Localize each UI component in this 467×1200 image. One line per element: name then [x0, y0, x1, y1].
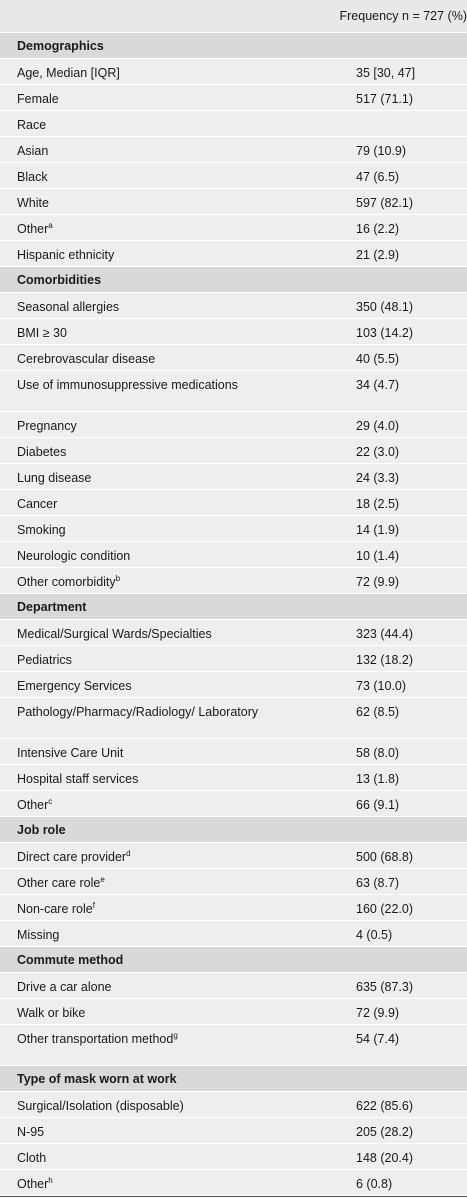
table-row	[0, 869, 467, 895]
row-value: 58 (8.0)	[356, 746, 400, 760]
row-label	[0, 739, 305, 761]
row-label	[0, 869, 305, 891]
row-label	[0, 464, 305, 486]
row-label	[0, 921, 305, 943]
row-label-text: Use of immunosuppressive medications	[17, 378, 238, 392]
table-row	[0, 111, 467, 137]
row-value: 18 (2.5)	[356, 497, 400, 511]
row-label-text: Age, Median [IQR]	[17, 66, 120, 80]
row-label-text: Non-care role	[17, 902, 93, 916]
row-label-text: Commute method	[17, 952, 124, 967]
row-label	[0, 672, 305, 694]
row-label	[0, 241, 305, 263]
table-row	[0, 1144, 467, 1170]
footnote-marker: e	[100, 874, 105, 884]
row-label-text: Job role	[17, 822, 66, 837]
table-row	[0, 293, 467, 319]
footnote-marker: h	[48, 1175, 53, 1185]
table-row	[0, 698, 467, 739]
table-row	[0, 672, 467, 698]
row-label-text: Seasonal allergies	[17, 300, 120, 314]
table-row	[0, 568, 467, 594]
row-label-text: Cancer	[17, 497, 58, 511]
section-label	[0, 272, 305, 288]
footnote-marker: g	[173, 1030, 178, 1040]
row-value: 500 (68.8)	[356, 850, 413, 864]
table-header-row	[0, 0, 467, 33]
row-label	[0, 215, 305, 237]
row-label-text: Type of mask worn at work	[17, 1071, 177, 1086]
row-value: 73 (10.0)	[356, 679, 407, 693]
row-label	[0, 85, 305, 107]
row-value: 21 (2.9)	[356, 248, 400, 262]
row-label	[0, 490, 305, 512]
footnote-marker: c	[48, 796, 53, 806]
row-label	[0, 620, 305, 642]
row-label-text: Other	[17, 222, 49, 236]
table-row	[0, 542, 467, 568]
row-label-text: Direct care provider	[17, 850, 127, 864]
table-row	[0, 241, 467, 267]
row-label	[0, 1092, 305, 1114]
row-value: 29 (4.0)	[356, 419, 400, 433]
row-label	[0, 698, 305, 720]
row-label-text: Diabetes	[17, 445, 67, 459]
footnote-marker: d	[126, 848, 131, 858]
table-row	[0, 516, 467, 542]
table-row	[0, 843, 467, 869]
row-value: 635 (87.3)	[356, 980, 413, 994]
row-label	[0, 319, 305, 341]
row-value	[305, 1076, 467, 1082]
table-row	[0, 895, 467, 921]
row-label-text: Department	[17, 599, 87, 614]
row-label	[0, 293, 305, 315]
row-value	[305, 827, 467, 833]
section-header-row	[0, 947, 467, 973]
header-label-cell	[0, 13, 289, 19]
row-value: 66 (9.1)	[356, 798, 400, 812]
row-value: 40 (5.5)	[356, 352, 400, 366]
table-row	[0, 371, 467, 412]
table-row	[0, 345, 467, 371]
table-row	[0, 620, 467, 646]
row-value: 350 (48.1)	[356, 300, 413, 314]
row-label-text: Smoking	[17, 523, 66, 537]
row-label	[0, 999, 305, 1021]
row-label-text: BMI ≥ 30	[17, 326, 67, 340]
row-value: 323 (44.4)	[356, 627, 413, 641]
row-value: 14 (1.9)	[356, 523, 400, 537]
row-value: 16 (2.2)	[356, 222, 400, 236]
section-header-row	[0, 33, 467, 59]
row-label-text: Hispanic ethnicity	[17, 248, 115, 262]
table-row	[0, 215, 467, 241]
row-value: 517 (71.1)	[356, 92, 413, 106]
table-row	[0, 85, 467, 111]
footnote-marker: f	[92, 900, 95, 910]
row-label	[0, 843, 305, 865]
row-label-text: Hospital staff services	[17, 772, 139, 786]
section-header-row	[0, 594, 467, 620]
row-label-text: Comorbidities	[17, 272, 102, 287]
table-row	[0, 59, 467, 85]
section-header-row	[0, 267, 467, 293]
row-label	[0, 137, 305, 159]
row-value: 72 (9.9)	[356, 1006, 400, 1020]
row-value: 24 (3.3)	[356, 471, 400, 485]
row-label	[0, 1025, 305, 1047]
row-value: 34 (4.7)	[356, 378, 400, 392]
row-value	[305, 957, 467, 963]
section-label	[0, 952, 305, 968]
row-value: 132 (18.2)	[356, 653, 413, 667]
table-row	[0, 1025, 467, 1066]
row-label-text: Other transportation method	[17, 1032, 174, 1046]
row-label	[0, 371, 305, 393]
table-row	[0, 999, 467, 1025]
section-label	[0, 599, 305, 615]
row-label	[0, 1170, 305, 1192]
table-row	[0, 412, 467, 438]
row-label	[0, 791, 305, 813]
table-row	[0, 189, 467, 215]
header-frequency-cell: Frequency n = 727 (%)	[339, 9, 467, 23]
row-value: 205 (28.2)	[356, 1125, 413, 1139]
row-label	[0, 765, 305, 787]
row-label-text: Pathology/Pharmacy/Radiology/ Laboratory	[17, 705, 259, 719]
row-label	[0, 189, 305, 211]
row-value: 72 (9.9)	[356, 575, 400, 589]
row-value	[305, 277, 467, 283]
row-value: 35 [30, 47]	[356, 66, 416, 80]
row-label-text: Walk or bike	[17, 1006, 86, 1020]
row-label-text: Surgical/Isolation (disposable)	[17, 1099, 184, 1113]
row-value: 13 (1.8)	[356, 772, 400, 786]
row-value: 622 (85.6)	[356, 1099, 413, 1113]
table-row	[0, 1170, 467, 1196]
row-value: 62 (8.5)	[356, 705, 400, 719]
table-row	[0, 137, 467, 163]
section-label	[0, 1071, 305, 1087]
row-label	[0, 973, 305, 995]
table-bottom-rule	[0, 1196, 467, 1197]
row-label-text: Female	[17, 92, 59, 106]
row-label	[0, 516, 305, 538]
row-label-text: Demographics	[17, 38, 104, 53]
table-row	[0, 1092, 467, 1118]
row-label	[0, 568, 305, 590]
row-label	[0, 59, 305, 81]
table-body	[0, 33, 467, 1196]
row-label-text: Medical/Surgical Wards/Specialties	[17, 627, 212, 641]
row-label-text: Neurologic condition	[17, 549, 131, 563]
section-header-row	[0, 1066, 467, 1092]
row-label	[0, 163, 305, 185]
footnote-marker: b	[115, 573, 121, 583]
row-label	[0, 412, 305, 434]
row-label-text: Black	[17, 170, 48, 184]
section-label	[0, 822, 305, 838]
section-header-row	[0, 817, 467, 843]
row-value: 63 (8.7)	[356, 876, 400, 890]
row-value: 47 (6.5)	[356, 170, 400, 184]
row-label-text: Lung disease	[17, 471, 92, 485]
row-label	[0, 345, 305, 367]
row-value: 22 (3.0)	[356, 445, 400, 459]
table-row	[0, 973, 467, 999]
table-row	[0, 921, 467, 947]
row-label-text: Other care role	[17, 876, 101, 890]
row-value: 54 (7.4)	[356, 1032, 400, 1046]
row-value: 10 (1.4)	[356, 549, 400, 563]
table-row	[0, 319, 467, 345]
row-label	[0, 542, 305, 564]
row-value: 103 (14.2)	[356, 326, 413, 340]
row-label	[0, 1144, 305, 1166]
row-label-text: Other comorbidity	[17, 575, 116, 589]
table-row	[0, 739, 467, 765]
row-label	[0, 111, 305, 133]
row-label-text: Drive a car alone	[17, 980, 112, 994]
section-label	[0, 38, 305, 54]
row-label-text: Cloth	[17, 1151, 47, 1165]
row-value	[305, 604, 467, 610]
row-label-text: Race	[17, 118, 47, 132]
row-label-text: Pregnancy	[17, 419, 77, 433]
row-label-text: Asian	[17, 144, 49, 158]
row-label	[0, 646, 305, 668]
row-value: 4 (0.5)	[356, 928, 393, 942]
row-label	[0, 438, 305, 460]
table-row	[0, 490, 467, 516]
row-value: 6 (0.8)	[356, 1177, 393, 1191]
row-value	[305, 111, 467, 117]
row-label-text: Missing	[17, 928, 60, 942]
row-value: 160 (22.0)	[356, 902, 413, 916]
row-label-text: N-95	[17, 1125, 45, 1139]
table-row	[0, 791, 467, 817]
row-label-text: Cerebrovascular disease	[17, 352, 156, 366]
table-row	[0, 438, 467, 464]
row-label-text: Other	[17, 798, 49, 812]
table-row	[0, 464, 467, 490]
row-label-text: Other	[17, 1177, 49, 1191]
row-label-text: Pediatrics	[17, 653, 72, 667]
row-value: 597 (82.1)	[356, 196, 413, 210]
row-label	[0, 895, 305, 917]
table-row	[0, 765, 467, 791]
row-value: 148 (20.4)	[356, 1151, 413, 1165]
table-row	[0, 646, 467, 672]
table-row	[0, 163, 467, 189]
footnote-marker: a	[48, 220, 53, 230]
row-label-text: Emergency Services	[17, 679, 132, 693]
row-label-text: Intensive Care Unit	[17, 746, 124, 760]
row-label	[0, 1118, 305, 1140]
row-value: 79 (10.9)	[356, 144, 407, 158]
table-row	[0, 1118, 467, 1144]
row-value	[305, 43, 467, 49]
row-label-text: White	[17, 196, 49, 210]
